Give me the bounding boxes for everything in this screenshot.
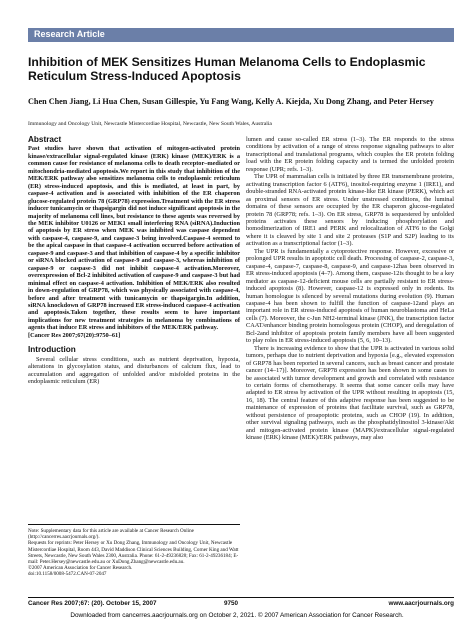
body-paragraph: The UPR of mammalian cells is initiated by three ER transmembrane proteins, activating transcription factor 6 (ATF6), inositol-requiring enzyme 1 (IRE1), and double-stranded RNA-activated protein kinase-like ER kinase (PERK), which act as proximal sensors of ER stress. Under unstressed conditions, the luminal domains of these sensors are occupied by the ER chaperon glucose-regulated protein 78 (GRP78; refs. 1–3). On ER stress, GRP78 is sequestered by unfolded proteins activates these sensors by inducing phosphorylation and homodimerization of IRE1 and PERK and relocalization of ATF6 to the Golgi where it is cleaved by site 1 and site 2 proteases (S1P and S2P) leading to its activation as a transcriptional factor (1–3). — [246, 173, 454, 248]
footer-citation: Cancer Res 2007;67: (20). October 15, 2007 — [28, 600, 157, 607]
abstract-text: Past studies have shown that activation of mitogen-activated protein kinase/extracellular signal-regulated kinase (ERK) kinase (MEK)/ERK is a common cause for resistance of melanoma cells to death receptor–mediated or mitochondria-mediated apoptosis.We report in this study that inhibition of the MEK/ERK pathway also sensitizes melanoma cells to endoplasmic reticulum (ER) stress-induced apoptosis, and this is mediated, at least in part, by caspase-4 activation and is associated with inhibition of the ER chaperon glucose-regulated protein 78 (GRP78) expression.Treatment with the ER stress inducer tunicamycin or thapsigargin did not induce significant apoptosis in the majority of melanoma cell lines, but resistance to these agents was reversed by the MEK inhibitor U0126 or MEK1 small interfering RNA (siRNA).Induction of apoptosis by ER stress when MEK was inhibited was caspase dependent with caspase-4, caspase-9, and caspase-3 being involved.Caspase-4 seemed to be the apical caspase in that caspase-4 activation occurred before activation of caspase-9 and caspase-3 and that inhibition of caspase-4 by a specific inhibitor or siRNA blocked activation of caspase-9 and caspase-3, whereas inhibition of caspase-9 or caspase-3 did not inhibit caspase-4 activation.Moreover, overexpression of Bcl-2 inhibited activation of caspase-9 and caspase-3 but had minimal effect on caspase-4 activation. Inhibition of MEK/ERK also resulted in down-regulation of GRP78, which was physically associated with caspase-4, before and after treatment with tunicamycin or thapsigargin.In addition, siRNA knockdown of GRP78 increased ER stress-induced caspase-4 activation and apoptosis.Taken together, these results seem to have important implications for new treatment strategies in melanoma by combinations of agents that induce ER stress and inhibitors of the MEK/ERK pathway. — [28, 145, 240, 332]
journal-url: www.aacrjournals.org — [388, 600, 454, 607]
author-list: Chen Chen Jiang, Li Hua Chen, Susan Gillespie, Yu Fang Wang, Kelly A. Kiejda, Xu Dong Zhang, and Peter Hersey — [28, 97, 434, 106]
abstract-heading: Abstract — [28, 135, 62, 144]
introduction-heading: Introduction — [28, 345, 76, 355]
right-column — [246, 136, 454, 442]
body-paragraph: There is increasing evidence to show that the UPR is activated in various solid tumors, perhaps due to nutrient deprivation and hypoxia [e.g., elevated expression of GRP78 has been reported in several cancers, such as breast cancer and prostate cancer (14–17)]. Moreover, GRP78 expression has been shown in some cases to be associated with tumor development and growth and correlated with resistance to certain forms of chemotherapy. It seems that some cancer cells may have adapted to ER stress by activation of the UPR without resulting in apoptosis (15, 16, 18). The central feature of this adaptive response has been suggested to be maintenance of expression of proteins that facilitate survival, such as GRP78, without persistence of proapoptotic proteins, such as CHOP (19). In addition, other survival signaling pathways, such as the phosphatidylinositol 3-kinase/Akt and mitogen-activated protein kinase (MAPK)/extracellular signal-regulated kinase (ERK) kinase (MEK)/ERK pathways, may also — [246, 344, 454, 442]
article-type-banner — [28, 28, 454, 42]
affiliation: Immunology and Oncology Unit, Newcastle Mistercordiae Hospital, Newcastle, New South Wales, Australia — [28, 121, 272, 127]
left-column — [28, 136, 240, 386]
article-title: Inhibition of MEK Sensitizes Human Melanoma Cells to Endoplasmic Reticulum Stress-Induced Apoptosis — [28, 55, 426, 83]
copyright-note: ©2007 American Association for Cancer Research. — [28, 565, 133, 572]
body-paragraph: lumen and cause so-called ER stress (1–3). The ER responds to the stress conditions by activation of a range of stress response signaling pathways to alter transcriptional and translational programs, which couples the ER protein folding load with the ER protein folding capacity and is termed the unfolded protein response (UPR; refs. 1–3). — [246, 136, 454, 173]
download-notice: Downloaded from cancerres.aacrjournals.org on October 2, 2021. © 2007 American Association for Cancer Research. — [70, 612, 404, 619]
doi: doi:10.1158/0008-5472.CAN-07-2047 — [28, 571, 107, 578]
abstract-citation: [Cancer Res 2007;67(20):9750–61] — [28, 331, 121, 339]
body-paragraph: The UPR is fundamentally a cytoprotective response. However, excessive or prolonged UPR results in apoptotic cell death. Processing of caspase-2, caspase-3, caspase-4, caspase-7, caspase-8, caspase-9, and caspase-12has been observed in ER stress-induced apoptosis (4–7). Among them, caspase-12is thought to be a key mediator as caspase-12-deficient mouse cells are partially resistant to ER stress-induced apoptosis (8). However, caspase-12 is expressed only in rodents. Its human homologue is silenced by several mutations during evolution (9). Human caspase-4 has been shown to fulfill the function of caspase-12and plays an important role in ER stress-induced apoptosis of human neuroblastoma and HeLa cells (7). Moreover, the c-Jun NH2-terminal kinase (JNK), the transcription factor CAAT/enhancer binding protein homologous protein (CHOP), and deregulation of Bcl-2and inhibitor of apoptosis protein family members have all been suggested to play roles in ER stress-induced apoptosis (5, 6, 10–13). — [246, 247, 454, 345]
reprint-requests: Requests for reprints: Peter Hersey or Xu Dong Zhang, Immunology and Oncology Unit, Newcastle Mistercordiae Hospital, Room 443, David Maddison Clinical Sciences Building, Corner King and Watt Streets, Newcastle, New South Wales 2300, Australia. Phone: 61-2-49236828; Fax: 61-2-49236184; E-mail: Peter.Hersey@newcastle.edu.au or XuDong.Zhang@newcastle.edu.au. — [28, 540, 239, 566]
footnotes — [28, 528, 240, 578]
introduction-text: Several cellular stress conditions, such as nutrient deprivation, hypoxia, alterations in glycosylation status, and disturbances of calcium flux, lead to accumulation and aggregation of unfolded and/or misfolded proteins in the endoplasmic reticulum (ER) — [28, 355, 240, 386]
article-type-label: Research Article — [34, 29, 105, 39]
footer-divider — [28, 597, 454, 598]
supplementary-note: Note: Supplementary data for this article are available at Cancer Research Online (http://cancerres.aacrjournals.org/). — [28, 528, 194, 541]
page-number: 9750 — [224, 600, 239, 607]
footnote-divider — [28, 524, 240, 525]
